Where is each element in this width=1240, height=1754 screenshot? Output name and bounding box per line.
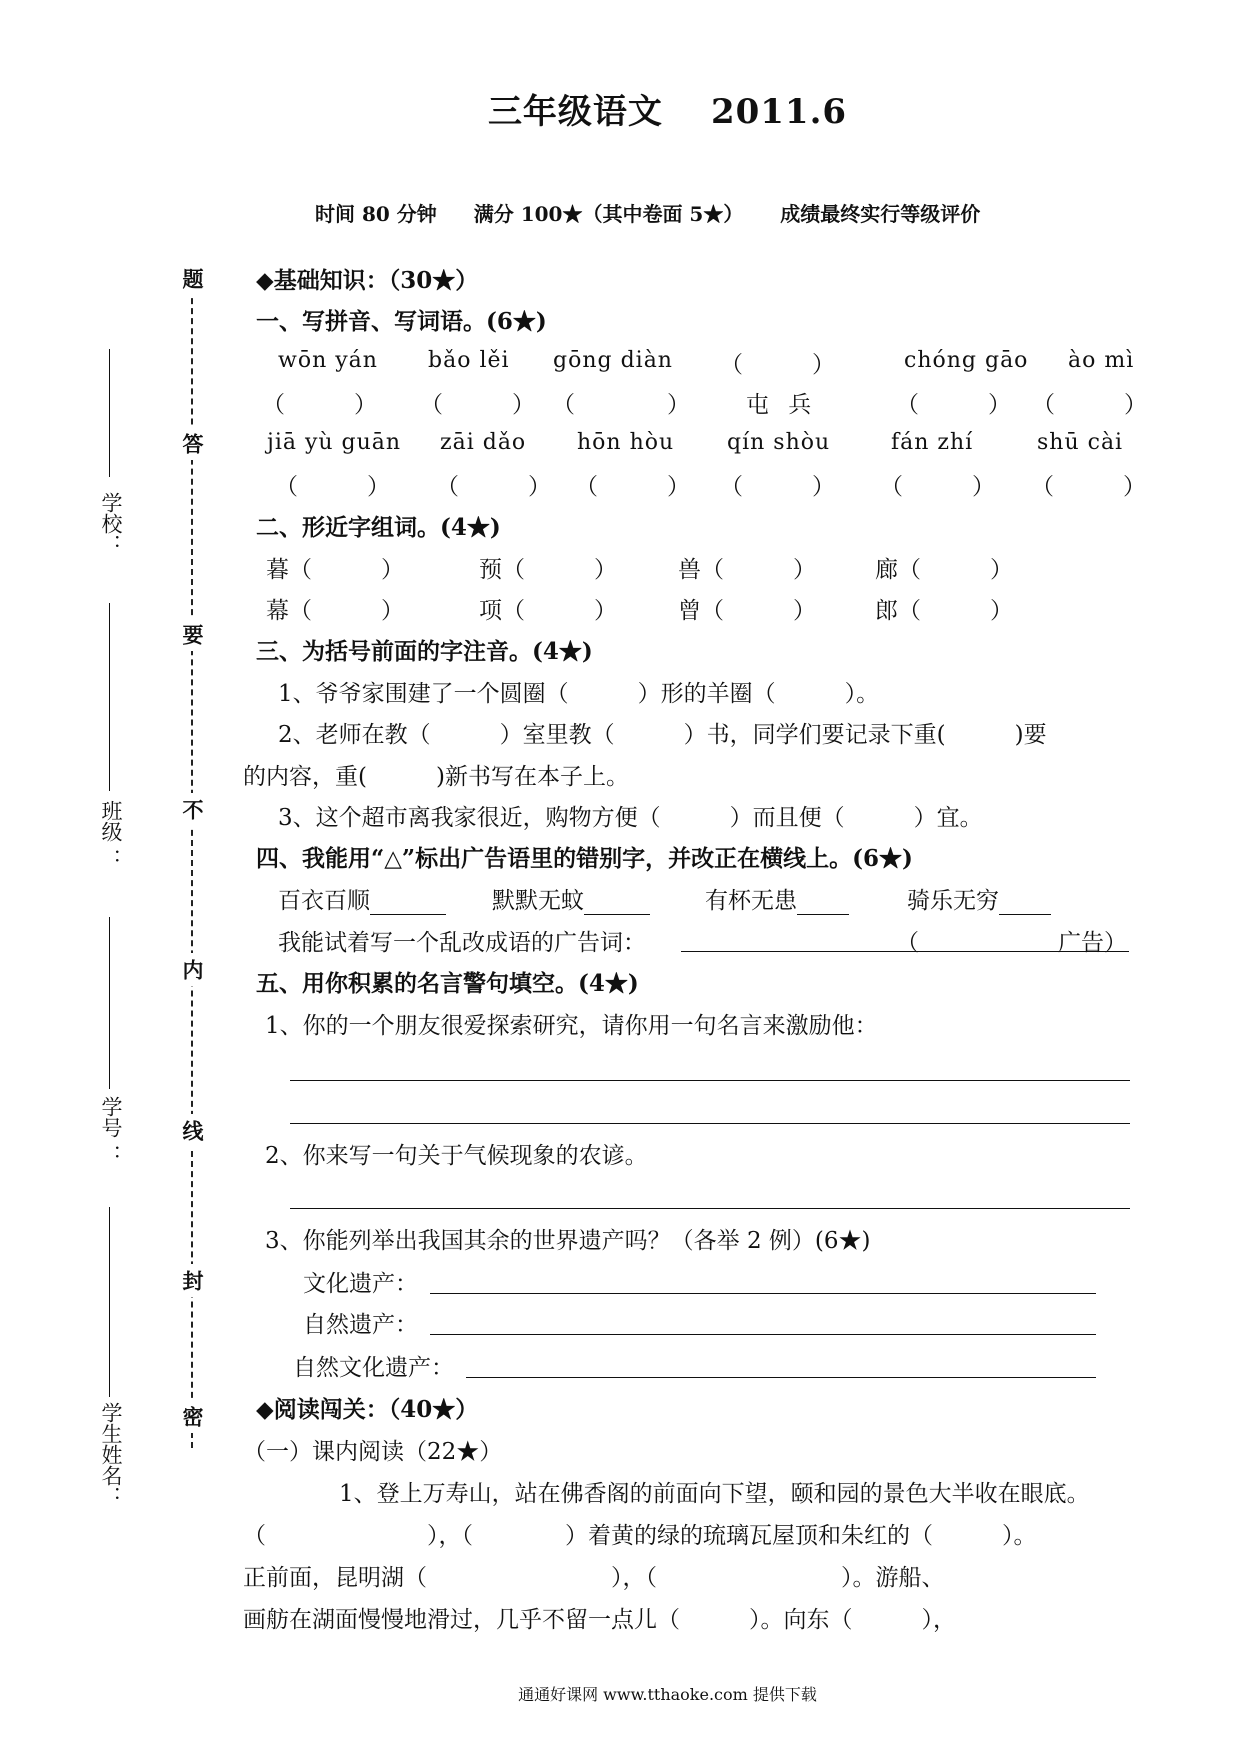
exam-score: 满分 100★（其中卷面 5★） — [473, 202, 744, 226]
q1-word-tunbing: 屯 兵 — [746, 392, 818, 418]
q1-answer-6[interactable]: （ ） — [275, 474, 390, 500]
q1-answer-10[interactable]: （ ） — [880, 474, 995, 500]
q1-answer-4[interactable]: （ ） — [896, 392, 1011, 418]
q4-item-4-blank[interactable] — [999, 892, 1051, 915]
q4-item-1-blank[interactable] — [370, 892, 446, 915]
q4-item-1 — [278, 882, 446, 915]
q1-pinyin-1: wōn yán — [278, 348, 378, 373]
q1-heading: 一、写拼音、写词语。(6★) — [256, 308, 547, 335]
q4-heading: 四、我能用“△”标出广告语里的错别字，并改正在横线上。(6★) — [256, 845, 913, 872]
q1-answer-3[interactable]: （ ） — [552, 392, 690, 418]
part1-heading: ◆基础知识：（30★） — [256, 267, 479, 294]
seal-char-mi: 密 — [181, 1400, 203, 1433]
q1-pinyin-6: jiā yù guān — [267, 430, 402, 455]
q1-answer-8[interactable]: （ ） — [575, 474, 690, 500]
q1-answer-11[interactable]: （ ） — [1031, 474, 1146, 500]
q1-pinyin-10: fán zhí — [891, 430, 974, 455]
seal-char-nei: 内 — [181, 953, 203, 986]
school-line[interactable] — [109, 349, 110, 477]
q5-item1: 1、你的一个朋友很爱探索研究，请你用一句名言来激励他： — [265, 1013, 878, 1039]
class-label: 班级 ： — [99, 800, 123, 870]
q1-pinyin-3: gōng diàn — [553, 348, 673, 373]
seal-char-feng: 封 — [181, 1264, 203, 1297]
seal-char-xian: 线 — [181, 1114, 203, 1147]
q1-answer-1[interactable]: （ ） — [262, 392, 377, 418]
q5-nature-line[interactable] — [430, 1334, 1096, 1335]
class-line[interactable] — [109, 603, 110, 791]
q4-ad-prompt: 我能试着写一个乱改成语的广告词： — [278, 930, 646, 956]
q5-culture-line[interactable] — [430, 1293, 1096, 1294]
q4-item-2 — [492, 882, 650, 915]
q4-item-3 — [705, 882, 849, 915]
q2-item-ceng[interactable]: 曾（ ） — [678, 598, 816, 624]
q3-line4: 3、这个超市离我家很近，购物方便（ ）而且便（ ）宜。 — [278, 805, 983, 831]
q2-item-yu[interactable]: 预（ ） — [479, 557, 617, 583]
part2-heading: ◆阅读闯关：（40★） — [256, 1396, 479, 1423]
reading-para-2: （ ），（ ）着黄的绿的琉璃瓦屋顶和朱红的（ ）。 — [243, 1523, 1037, 1549]
q3-line1: 1、爷爷家围建了一个圆圈（ ）形的羊圈（ ）。 — [278, 681, 880, 707]
student-name-label: 学生姓名： — [99, 1402, 123, 1507]
q2-item-mu1[interactable]: 暮（ ） — [266, 557, 404, 583]
title-year: 2011.6 — [710, 92, 848, 132]
q4-item-3-blank[interactable] — [797, 892, 849, 915]
q3-heading: 三、为括号前面的字注音。(4★) — [256, 638, 593, 665]
q4-item-4 — [907, 882, 1051, 915]
q5-item1-line2[interactable] — [290, 1123, 1130, 1124]
reading-para-1: 1、登上万寿山，站在佛香阁的前面向下望，颐和园的景色大半收在眼底。 — [339, 1481, 1090, 1507]
q4-item-3-text: 有杯无患 — [705, 888, 797, 914]
exam-time: 时间 80 分钟 — [315, 202, 437, 226]
q1-pinyin-2: bǎo lěi — [428, 348, 510, 373]
q4-ad-paren-open: （ — [896, 930, 919, 956]
school-label: 学校： — [99, 492, 123, 555]
part2-subheading: （一）课内阅读（22★） — [243, 1439, 503, 1465]
q2-item-shou[interactable]: 兽（ ） — [678, 557, 816, 583]
q1-pinyin-7: zāi dǎo — [440, 430, 527, 455]
q4-item-2-blank[interactable] — [584, 892, 650, 915]
q4-item-1-text: 百衣百顺 — [278, 888, 370, 914]
title-text: 三年级语文 — [487, 92, 663, 132]
q1-answer-7[interactable]: （ ） — [436, 474, 551, 500]
q5-mixed-line[interactable] — [466, 1377, 1096, 1378]
reading-para-4: 画舫在湖面慢慢地滑过，几乎不留一点儿（ ）。向东（ ）， — [243, 1607, 956, 1633]
q1-pinyin-5: ào mì — [1068, 348, 1135, 373]
q5-item2: 2、你来写一句关于气候现象的农谚。 — [265, 1143, 648, 1169]
q2-item-lang1[interactable]: 廊（ ） — [875, 557, 1013, 583]
exam-grading: 成绩最终实行等级评价 — [780, 202, 981, 226]
seal-char-yao: 要 — [181, 618, 203, 651]
q1-answer-9[interactable]: （ ） — [720, 474, 835, 500]
q1-pinyin-11: shū cài — [1037, 430, 1124, 455]
q5-culture-label: 文化遗产： — [303, 1271, 418, 1297]
q4-item-2-text: 默默无蚊 — [492, 888, 584, 914]
q5-heading: 五、用你积累的名言警句填空。(4★) — [256, 970, 639, 997]
q2-item-mu2[interactable]: 幕（ ） — [266, 598, 404, 624]
q2-item-xiang[interactable]: 项（ ） — [479, 598, 617, 624]
q5-nature-label: 自然遗产： — [303, 1312, 418, 1338]
q5-mixed-label: 自然文化遗产： — [293, 1355, 454, 1381]
seal-char-ti: 题 — [181, 262, 203, 295]
q5-item1-line1[interactable] — [290, 1080, 1130, 1081]
page-footer: 通通好课网 www.tthaoke.com 提供下载 — [518, 1685, 817, 1704]
q5-item2-line[interactable] — [290, 1208, 1130, 1209]
q3-line2: 2、老师在教（ ）室里教（ ）书，同学们要记录下重( )要 — [278, 722, 1047, 748]
q2-item-lang2[interactable]: 郎（ ） — [875, 598, 1013, 624]
q4-item-4-text: 骑乐无穷 — [907, 888, 999, 914]
student-name-line[interactable] — [109, 1207, 110, 1397]
q5-item3: 3、你能列举出我国其余的世界遗产吗？（各举 2 例）(6★) — [265, 1228, 871, 1254]
q1-answer-2[interactable]: （ ） — [420, 392, 535, 418]
q2-heading: 二、形近字组词。(4★) — [256, 514, 501, 541]
q1-answer-tunbing[interactable]: （ ） — [720, 352, 835, 378]
seal-char-bu: 不 — [181, 793, 203, 826]
q1-pinyin-8: hōn hòu — [577, 430, 675, 455]
q3-line3: 的内容，重( )新书写在本子上。 — [243, 764, 629, 790]
page-title — [0, 84, 1240, 133]
reading-para-3: 正前面，昆明湖（ ），（ ）。游船、 — [243, 1565, 945, 1591]
student-no-label: 学号 ： — [99, 1096, 123, 1166]
q1-pinyin-9: qín shòu — [727, 430, 831, 455]
seal-char-da: 答 — [181, 427, 203, 460]
q1-answer-5[interactable]: （ ） — [1032, 392, 1147, 418]
q4-ad-paren-close: 广告） — [1058, 930, 1127, 956]
exam-info — [315, 198, 1010, 227]
student-no-line[interactable] — [109, 917, 110, 1089]
q1-pinyin-4: chóng gāo — [904, 348, 1029, 373]
